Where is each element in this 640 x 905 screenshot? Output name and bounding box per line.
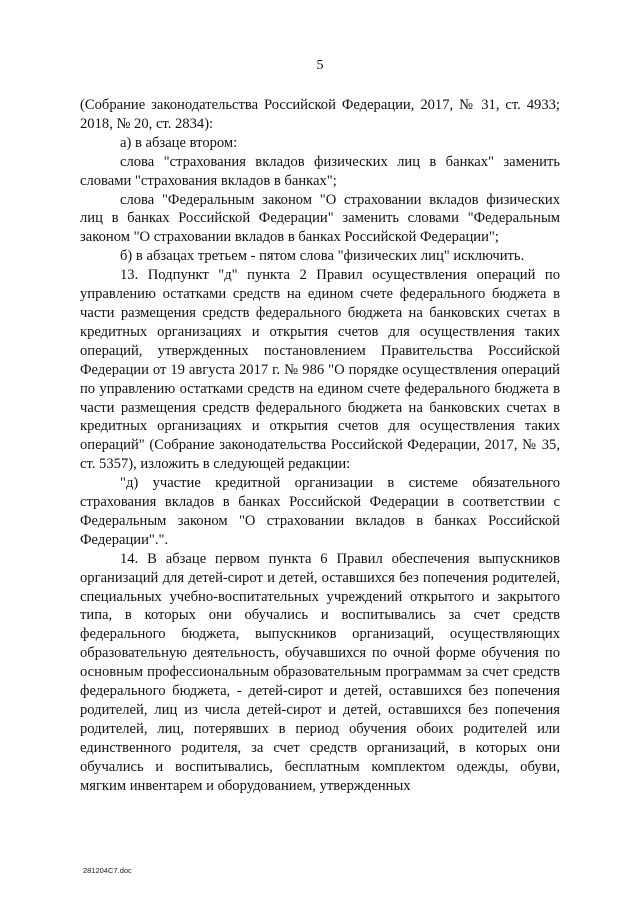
paragraph-item-13: 13. Подпункт "д" пункта 2 Правил осуществления операций по управлению остатками средств на едином счете федерального бюджета в части размещения средств федерального бюджета на банковских счетах в кредитных организациях и открытия счетов для осуществления таких операций, утвержденных постановлением Правительства Российской Федерации от 19 августа 2017 г. № 986 "О порядке осуществления операций по управлению остатками средств на едином счете федерального бюджета в части размещения средств федерального бюджета на банковских счетах в кредитных организациях и открытия счетов для осуществления таких операций" (Собрание законодательства Российской Федерации, 2017, № 35, ст. 5357), изложить в следующей редакции: — [80, 267, 560, 473]
paragraph-replace-words-2: слова "Федеральным законом "О страховании вкладов физических лиц в банках Российской Федерации" заменить словами "Федеральным законом "О страховании вкладов в банках Российской Федерации"; — [80, 191, 560, 246]
document-body — [80, 96, 560, 796]
page-number: 5 — [316, 58, 324, 73]
paragraph-citation: (Собрание законодательства Российской Федерации, 2017, № 31, ст. 4933; 2018, № 20, ст. 2834): — [80, 97, 560, 132]
paragraph-item-13-new-text: "д) участие кредитной организации в системе обязательного страхования вкладов в банках Российской Федерации в соответствии с Федеральным законом "О страховании вкладов в банках Российской Федерации".". — [80, 475, 560, 548]
paragraph-item-14: 14. В абзаце первом пункта 6 Правил обеспечения выпускников организаций для детей-сирот и детей, оставшихся без попечения родителей, специальных учебно-воспитательных учреждений открытого и закрытого типа, в которых они обучались и воспитывались за счет средств федерального бюджета, выпускников организаций, осуществляющих образовательную деятельность, обучавшихся по очной форме обучения по основным профессиональным образовательным программам за счет средств федерального бюджета, - детей-сирот и детей, оставшихся без попечения родителей, лиц из числа детей-сирот и детей, оставшихся без попечения родителей, лиц, потерявших в период обучения обоих родителей или единственного родителя, за счет средств организаций, в которых они обучались и воспитывались, бесплатным комплектом одежды, обуви, мягким инвентарем и оборудованием, утвержденных — [80, 550, 560, 794]
paragraph-replace-words-1: слова "страхования вкладов физических лиц в банках" заменить словами "страхования вкладов в банках"; — [80, 153, 560, 189]
paragraph-subpoint-b: б) в абзацах третьем - пятом слова "физических лиц" исключить. — [120, 248, 525, 265]
document-file-id: 281204C7.doc — [83, 866, 132, 875]
paragraph-subpoint-a: а) в абзаце втором: — [120, 134, 238, 151]
